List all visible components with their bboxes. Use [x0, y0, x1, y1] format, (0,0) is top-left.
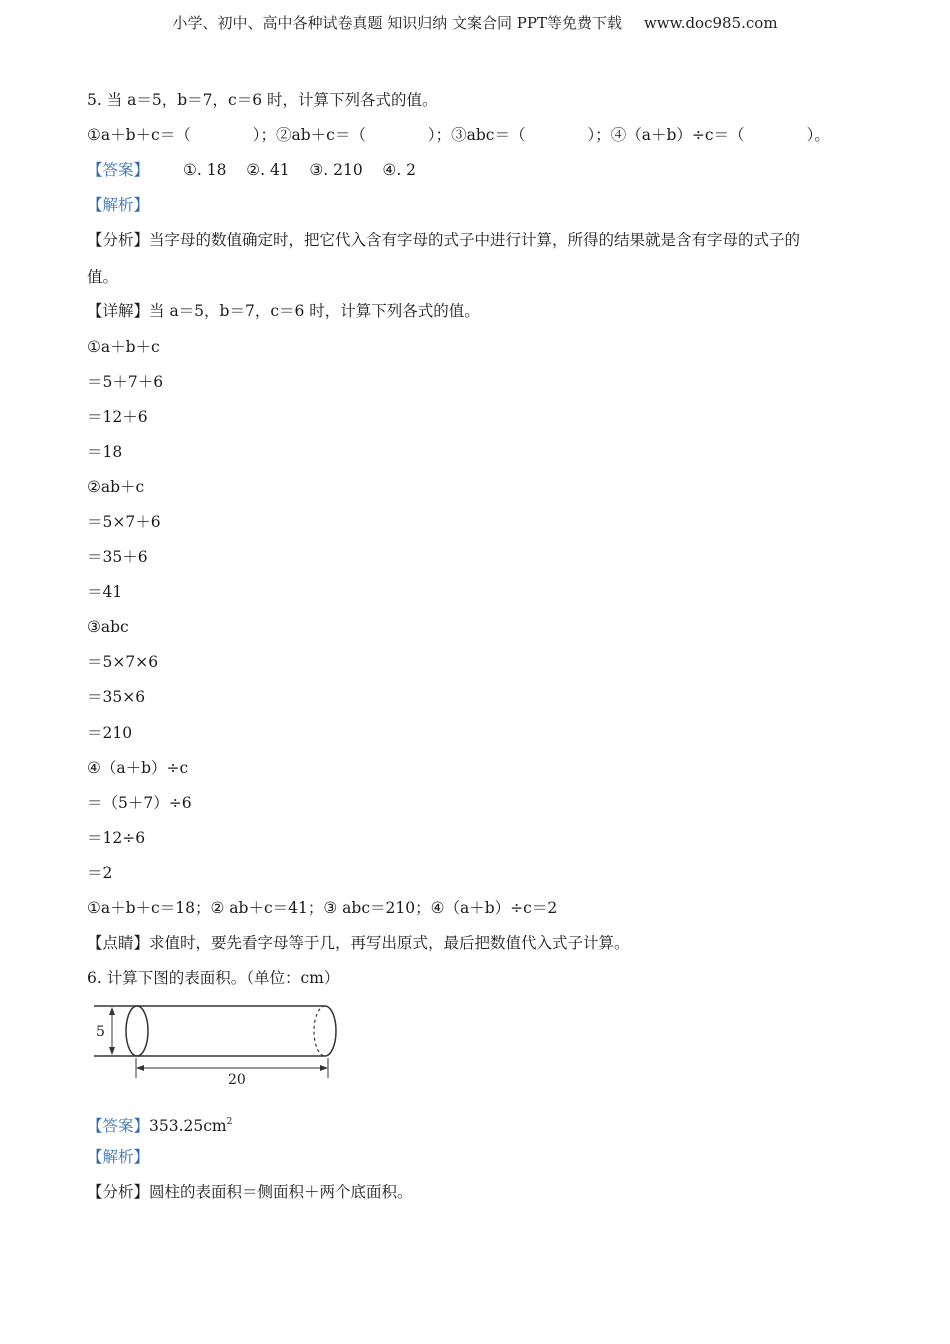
step: ＝5×7×6: [87, 653, 159, 671]
length-label: 20: [228, 1072, 246, 1088]
step: ＝5×7＋6: [87, 513, 161, 531]
step: ＝35＋6: [87, 548, 148, 566]
step: ＝（5＋7）÷6: [87, 794, 192, 812]
step: ＝5＋7＋6: [87, 373, 164, 391]
cylinder-figure: [90, 998, 350, 1088]
q5-analysis-cont: 值。: [87, 268, 119, 286]
q5-blanks: ①a＋b＋c＝（ ）；②ab＋c＝（ ）；③abc＝（ ）；④（a＋b）÷c＝（ ）。: [87, 126, 830, 144]
step: ＝12＋6: [87, 408, 148, 426]
answer-tag: 【答案】: [87, 161, 150, 179]
step: ＝18: [87, 443, 123, 461]
q5-question: 5. 当 a＝5，b＝7，c＝6 时，计算下列各式的值。: [87, 91, 438, 109]
header-title: 小学、初中、高中各种试卷真题 知识归纳 文案合同 PPT等免费下载: [172, 14, 622, 32]
q6-answer: 【答案】$353.25cm^2$: [87, 1117, 233, 1135]
page-header: [0, 12, 950, 33]
step: ＝210: [87, 724, 133, 742]
q6-question: 6. 计算下图的表面积。（单位：cm）: [87, 969, 340, 987]
q5-analysis: 【分析】当字母的数值确定时，把它代入含有字母的式子中进行计算，所得的结果就是含有字母的式子的: [87, 231, 801, 249]
q5-answer: [87, 160, 416, 180]
step: ①a＋b＋c: [87, 338, 160, 356]
answer-text: ①. 18 ②. 41 ③. 210 ④. 2: [183, 161, 417, 179]
q5-dianjing: 【点睛】求值时，要先看字母等于几，再写出原式，最后把数值代入式子计算。: [87, 934, 630, 952]
step: ＝2: [87, 864, 113, 882]
q5-summary: ①a＋b＋c＝18；② ab＋c＝41；③ abc＝210；④（a＋b）÷c＝2: [87, 899, 558, 917]
step: ②ab＋c: [87, 478, 145, 496]
step: ③abc: [87, 618, 129, 636]
q5-jiexi-tag: 【解析】: [87, 196, 150, 214]
q6-jiexi-tag: 【解析】: [87, 1148, 150, 1166]
step: ④（a＋b）÷c: [87, 759, 189, 777]
step: ＝35×6: [87, 688, 146, 706]
diameter-label: 5: [96, 1024, 105, 1040]
step: ＝12÷6: [87, 829, 146, 847]
header-site: www.doc985.com: [643, 14, 778, 32]
q6-analysis: 【分析】圆柱的表面积＝侧面积＋两个底面积。: [87, 1183, 413, 1201]
q5-detail: 【详解】当 a＝5，b＝7，c＝6 时，计算下列各式的值。: [87, 302, 480, 320]
step: ＝41: [87, 583, 123, 601]
